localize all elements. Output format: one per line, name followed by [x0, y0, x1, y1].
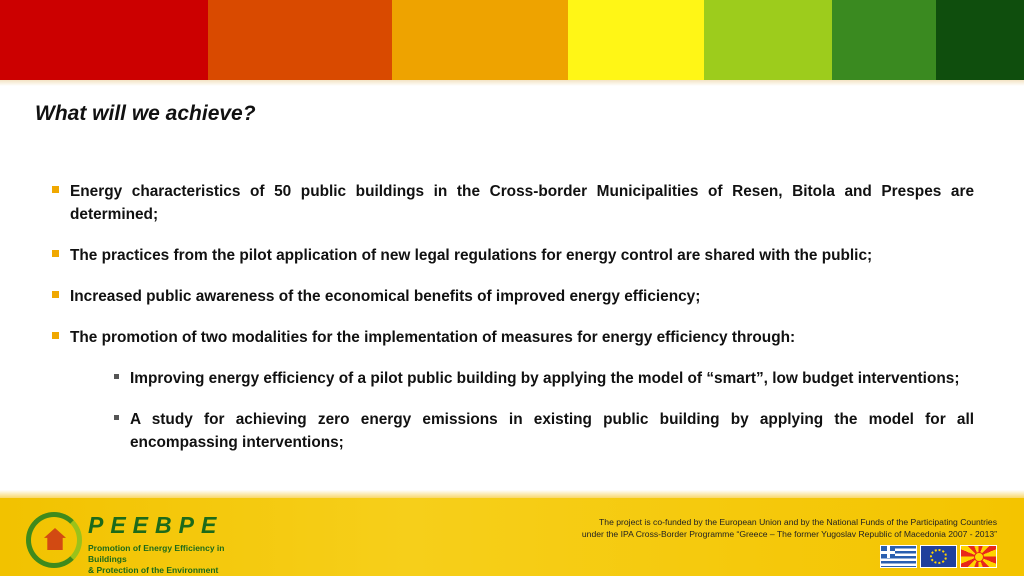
bullet-list: [52, 180, 974, 472]
color-bar-red: [0, 0, 208, 80]
square-bullet-icon: [52, 291, 59, 298]
bullet-item: [52, 180, 974, 226]
bullet-text: The practices from the pilot application of new legal regulations for energy control are shared with the public;: [70, 247, 873, 264]
logo-title: PEEBPE: [88, 512, 224, 538]
color-bar-lime: [704, 0, 832, 80]
color-bar-orange: [392, 0, 568, 80]
bullet-item: [52, 244, 974, 267]
bullet-item: [52, 326, 974, 349]
color-bar-yellow: [568, 0, 704, 80]
sub-bullet-text: A study for achieving zero energy emissions in existing public building by applying the model for all encompassing interventions;: [130, 411, 974, 451]
square-bullet-icon: [52, 186, 59, 193]
color-bar-dark-green: [936, 0, 1024, 80]
color-bar-strip: [0, 0, 1024, 80]
color-bar-green: [832, 0, 936, 80]
sub-bullet-item: [112, 367, 974, 390]
square-bullet-icon: [52, 332, 59, 339]
logo-subtitle: [88, 543, 228, 576]
bullet-text: Increased public awareness of the economical benefits of improved energy efficiency;: [70, 288, 701, 305]
bullet-text: Energy characteristics of 50 public buildings in the Cross-border Municipalities of Resen, Bitola and Prespes are determined;: [70, 183, 974, 223]
slide-title: What will we achieve?: [35, 102, 256, 125]
bullet-item: [52, 285, 974, 308]
bar-shadow: [0, 80, 1024, 86]
bullet-text: The promotion of two modalities for the implementation of measures for energy efficiency through:: [70, 329, 796, 346]
funding-line: The project is co-funded by the European Union and by the National Funds of the Participating Countries: [599, 517, 997, 527]
square-bullet-icon: [114, 415, 119, 420]
funding-note: [582, 516, 997, 540]
macedonia-flag-icon: [960, 545, 997, 568]
footer-gradient: [0, 490, 1024, 498]
color-bar-orange-red: [208, 0, 392, 80]
logo-subtitle-line: & Protection of the Environment: [88, 565, 219, 575]
sub-bullet-item: [112, 408, 974, 454]
square-bullet-icon: [52, 250, 59, 257]
greece-flag-icon: [880, 545, 917, 568]
eu-flag-icon: [920, 545, 957, 568]
funding-line: under the IPA Cross-Border Programme “Greece – The former Yugoslav Republic of Macedonia 2007 - 2013”: [581, 529, 997, 539]
logo-subtitle-line: Promotion of Energy Efficiency in Buildings: [88, 543, 225, 564]
sub-bullet-text: Improving energy efficiency of a pilot public building by applying the model of “smart”, low budget interventions;: [130, 370, 960, 387]
square-bullet-icon: [114, 374, 119, 379]
